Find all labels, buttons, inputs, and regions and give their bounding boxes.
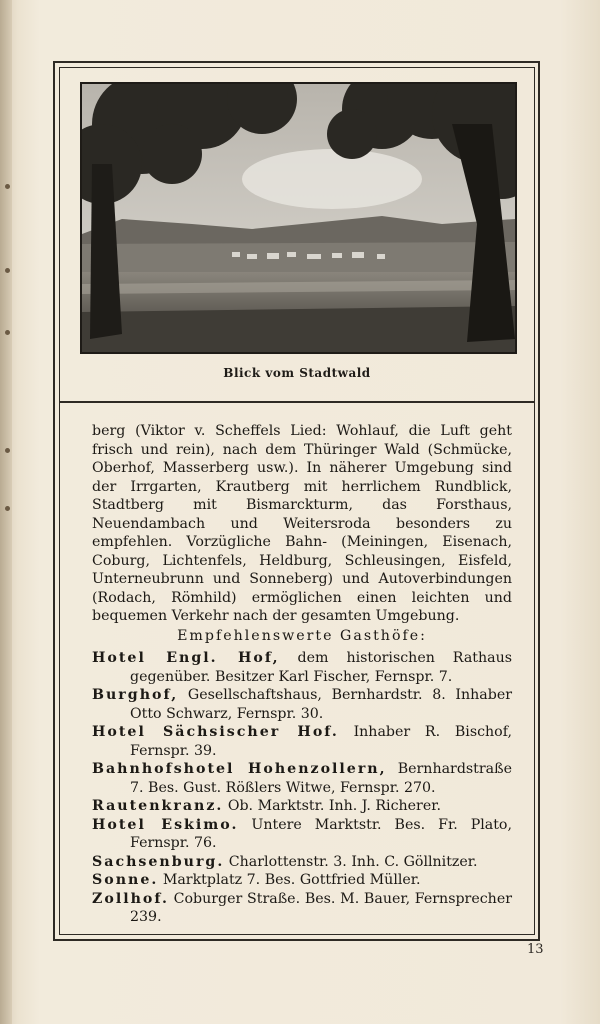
list-item xyxy=(92,760,512,797)
hotel-details: Inhaber R. Bischof, Fernspr. 39. xyxy=(130,724,512,759)
binding-hole xyxy=(5,448,10,453)
hotel-name: Hotel Sächsischer Hof. xyxy=(92,724,339,740)
hotel-name: Hotel Eskimo. xyxy=(92,816,239,833)
section-divider xyxy=(59,401,535,403)
hotel-name: Sonne. xyxy=(92,872,159,888)
hotel-name: Rautenkranz. xyxy=(92,798,224,814)
book-spine xyxy=(0,0,12,1024)
list-item xyxy=(92,853,512,872)
hotel-details: Ob. Marktstr. Inh. J. Richerer. xyxy=(223,798,441,814)
list-item xyxy=(92,816,512,853)
hotel-name: Zollhof. xyxy=(92,890,169,907)
list-item xyxy=(92,649,512,686)
list-item xyxy=(92,871,512,890)
hotel-details: dem historischen Rathaus gegenüber. Besitzer Karl Fischer, Fernspr. 7. xyxy=(130,650,512,685)
hotel-name: Hotel Engl. Hof, xyxy=(92,650,280,666)
hotel-details: Gesellschaftshaus, Bernhardstr. 8. Inhaber Otto Schwarz, Fernspr. 30. xyxy=(130,687,512,722)
list-item xyxy=(92,723,512,760)
hotel-details: Charlottenstr. 3. Inh. C. Göllnitzer. xyxy=(224,853,478,870)
hotel-name: Sachsenburg. xyxy=(92,853,225,870)
landscape-photograph xyxy=(80,82,517,354)
binding-hole xyxy=(5,330,10,335)
binding-hole xyxy=(5,506,10,511)
hotel-details: Marktplatz 7. Bes. Gottfried Müller. xyxy=(158,872,421,888)
section-heading: Empfehlenswerte Gasthöfe: xyxy=(177,628,427,644)
list-item xyxy=(92,686,512,723)
list-item xyxy=(92,890,512,927)
binding-hole xyxy=(5,268,10,273)
hotel-name: Bahnhofshotel Hohenzollern, xyxy=(92,761,387,777)
hotel-details: Untere Marktstr. Bes. Fr. Plato, Fernspr. 76. xyxy=(130,816,512,851)
list-item xyxy=(92,797,512,816)
hotel-details: Coburger Straße. Bes. M. Bauer, Fernsprecher 239. xyxy=(130,890,512,925)
photo-caption: Blick vom Stadtwald xyxy=(223,366,371,380)
body-text xyxy=(92,422,512,626)
hotel-list xyxy=(92,649,512,927)
binding-hole xyxy=(5,184,10,189)
body-paragraph: berg (Viktor v. Scheffels Lied: Wohlauf, die Luft geht frisch und rein), nach dem Thüringer Wald (Schmücke, Oberhof, Masserberg usw.). In näherer Umgebung sind der Irrgarten, Krautberg mit herrlichem Rundblick, Stadtberg mit Bismarckturm, das Forsthaus, Neuendambach und Weitersroda besonders zu empfehlen. Vorzügliche Bahn- (Meiningen, Eisenach, Coburg, Lichtenfels, Heldburg, Schleusingen, Eisfeld, Unterneubrunn und Sonneberg) und Autoverbindungen (Rodach, Römhild) ermöglichen einen leichten und bequemen Verkehr nach der gesamten Umgebung. xyxy=(92,423,512,624)
hotel-name: Burghof, xyxy=(92,687,179,703)
hotel-details: Bernhardstraße 7. Bes. Gust. Rößlers Witwe, Fernspr. 270. xyxy=(130,761,513,796)
page-number: 13 xyxy=(527,942,544,957)
